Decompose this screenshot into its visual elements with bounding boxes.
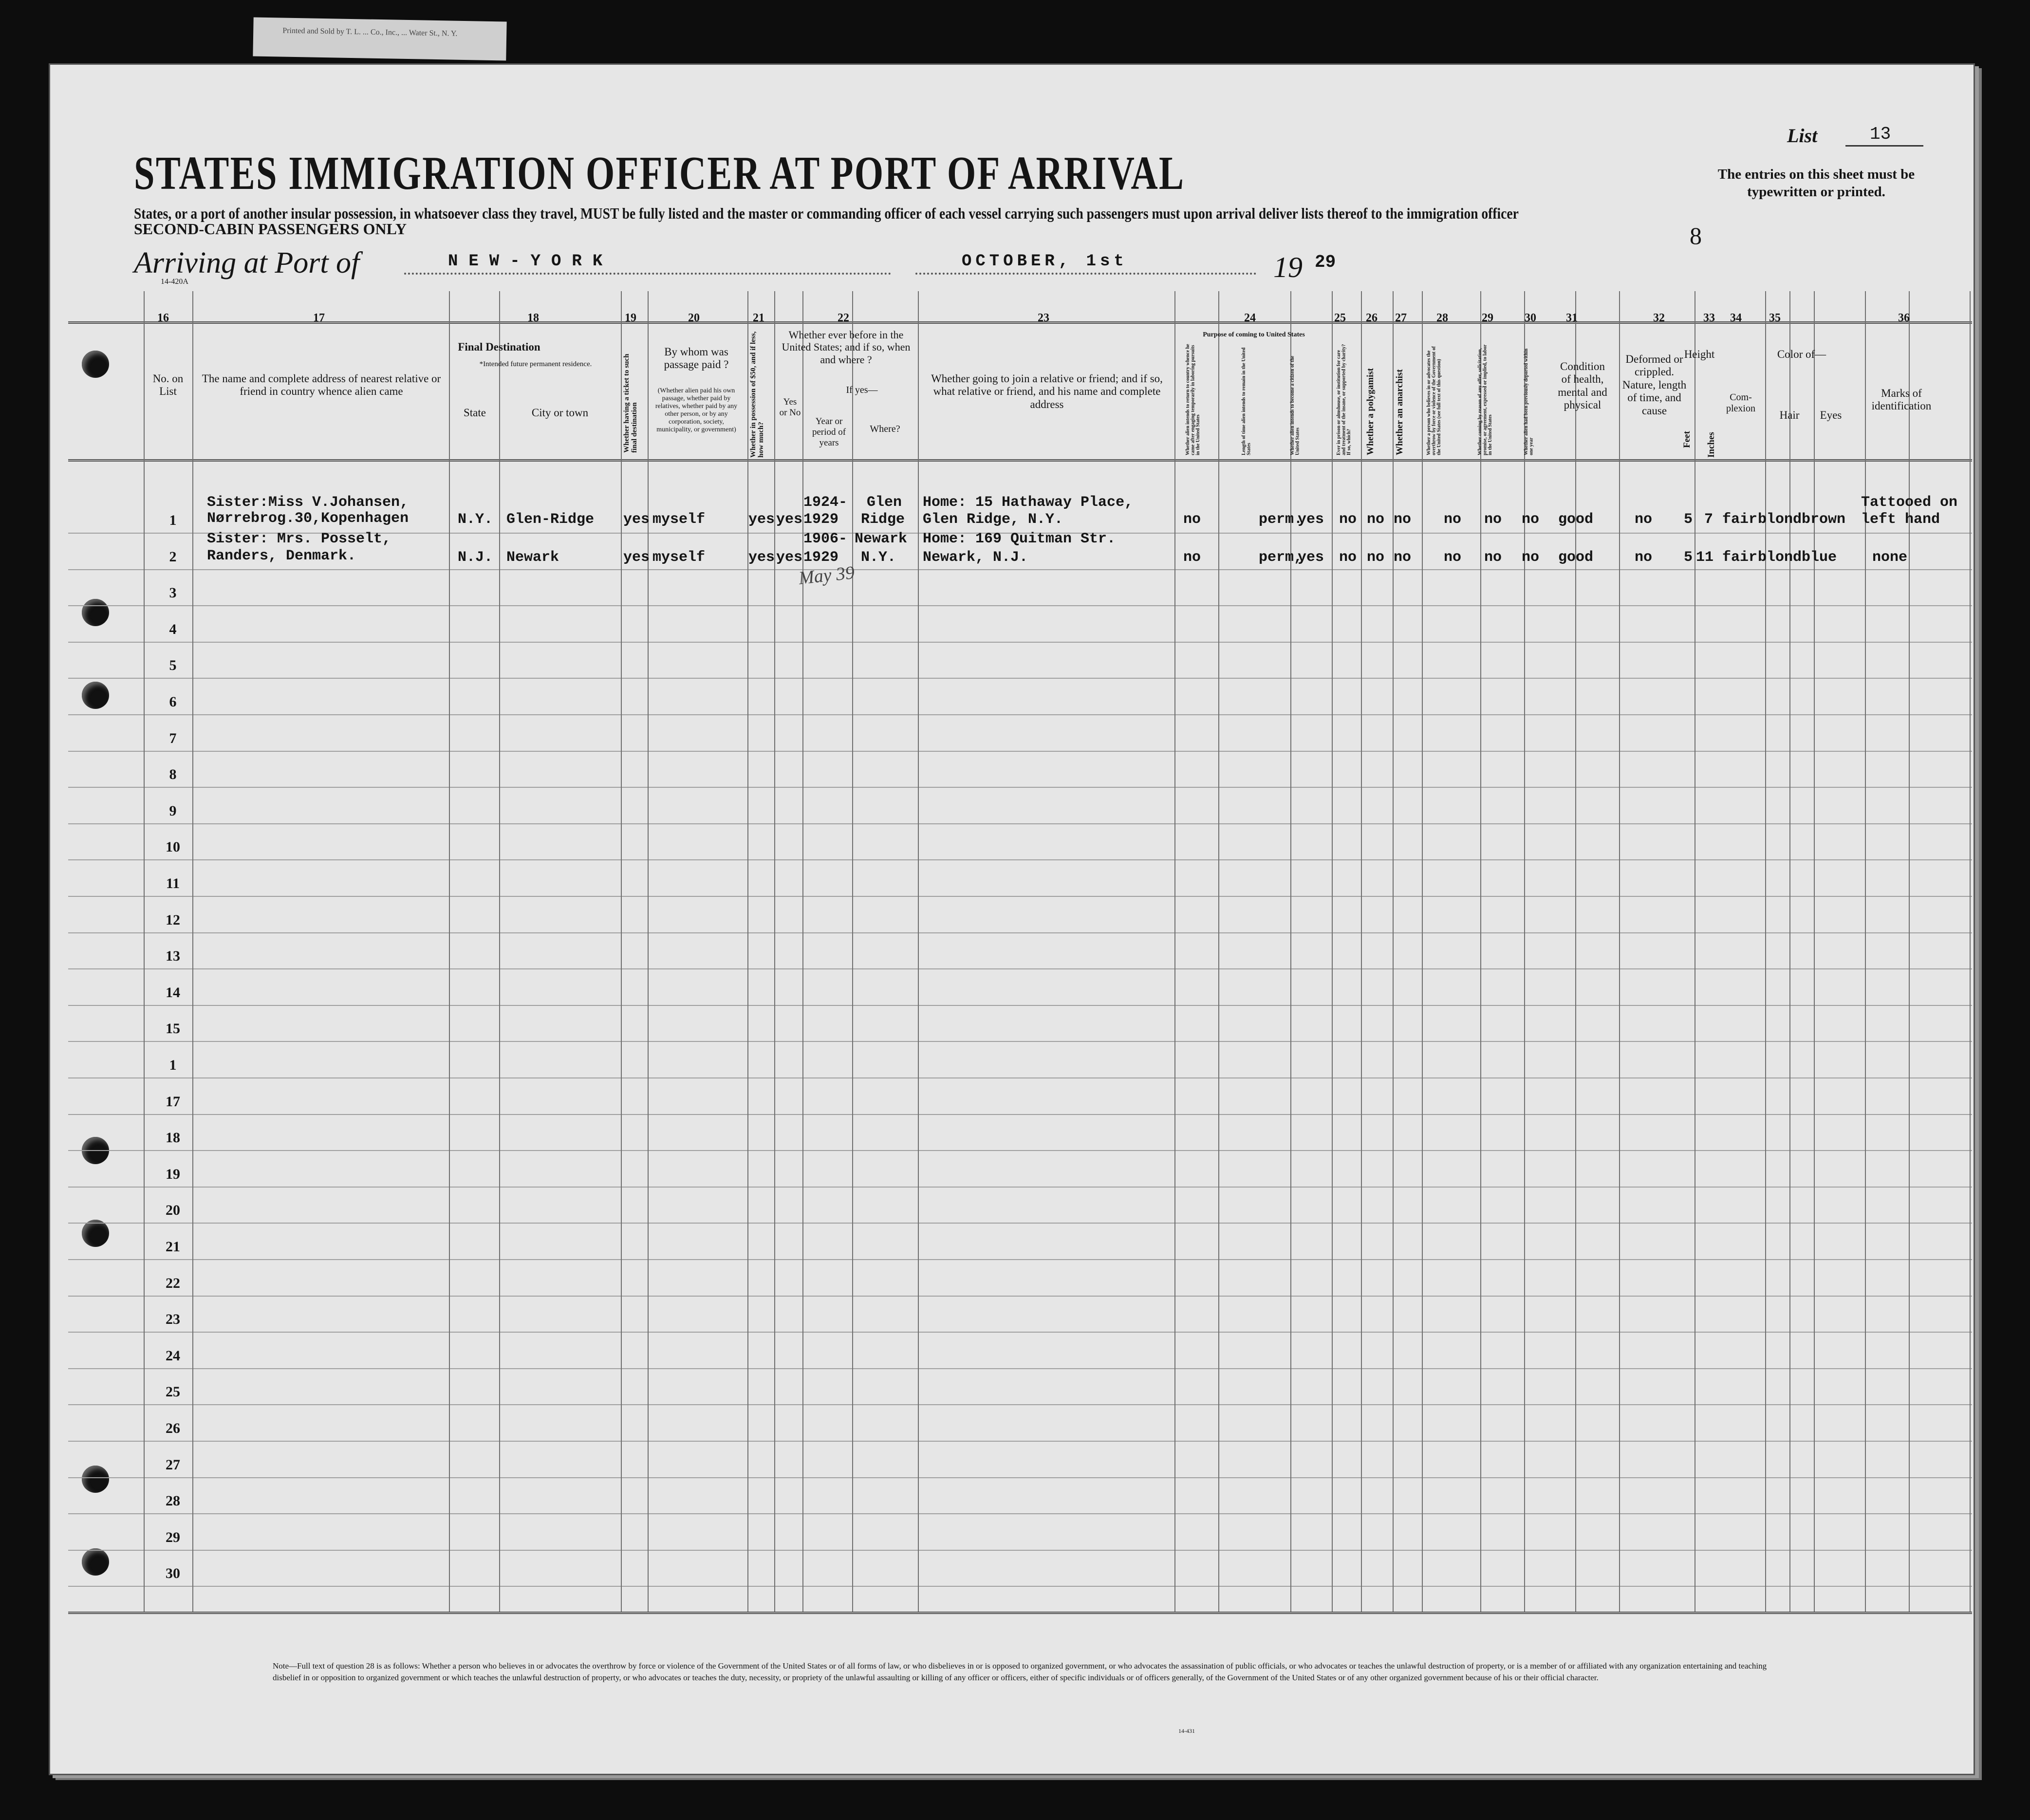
row1-health: good xyxy=(1558,511,1594,528)
row-rule xyxy=(68,1332,1972,1333)
column-number: 32 xyxy=(1653,312,1665,324)
row1-join-line1: Home: 15 Hathaway Place, xyxy=(923,494,1134,511)
row1-complexion: fair xyxy=(1722,511,1758,528)
header-feet: Feet xyxy=(1682,431,1692,448)
header-passage-note: (Whether alien paid his own passage, whether paid by relatives, whether paid by any other person, or by any corporation, society, municipality, or government) xyxy=(655,387,738,434)
header-possession: Whether in possession of $50, and if less, how much? xyxy=(749,331,765,458)
col-rule xyxy=(1393,291,1394,1612)
column-number: 21 xyxy=(753,312,764,324)
row1-relative-line2: Nørrebrog.30,Kopenhagen xyxy=(207,510,409,527)
col-rule xyxy=(1575,291,1576,1612)
row2-relative-line2: Randers, Denmark. xyxy=(207,548,356,564)
port-line xyxy=(404,273,891,275)
column-number: 26 xyxy=(1366,312,1378,324)
col-rule xyxy=(1970,291,1971,1612)
manifest-table xyxy=(68,291,1972,1612)
row-rule xyxy=(68,642,1972,643)
header-deformed: Deformed or crippled. Nature, length of time, and cause xyxy=(1622,353,1687,417)
column-number: 19 xyxy=(625,312,636,324)
row1-marks-line2: left hand xyxy=(1861,511,1940,528)
header-anarchist: Whether an anarchist xyxy=(1395,369,1405,455)
row1-return: no xyxy=(1183,511,1201,528)
col-rule xyxy=(747,291,748,1612)
header-purpose-return: Whether alien intends to return to country whence he came after engaging temporarily in laboring pursuits in the United States xyxy=(1185,344,1201,455)
row-number: 13 xyxy=(166,948,180,965)
header-eyes: Eyes xyxy=(1820,409,1842,421)
row-number: 8 xyxy=(169,766,177,783)
header-where: Where? xyxy=(870,424,900,434)
row-number: 9 xyxy=(169,802,177,819)
row2-inches: 11 xyxy=(1696,549,1714,566)
header-inches: Inches xyxy=(1706,432,1716,458)
row-rule xyxy=(68,896,1972,897)
header-purpose-length: Length of time alien intends to remain in the United States xyxy=(1241,347,1252,455)
list-label: List xyxy=(1787,125,1818,147)
row2-paid-by: myself xyxy=(652,549,706,566)
row2-c27: no xyxy=(1394,549,1412,566)
table-rule xyxy=(68,1612,1972,1614)
header-labor-offer: Whether coming by reason of any offer, solicitation, promise, or agreement, expressed or implied, to labor in the United States xyxy=(1477,344,1493,455)
arrival-date: OCTOBER, 1st xyxy=(962,252,1128,271)
header-deported: Whether alien had been previously deported within one year xyxy=(1524,348,1534,455)
row-number: 25 xyxy=(166,1384,180,1400)
row2-possession: yes xyxy=(748,549,775,566)
year-prefix: 19 xyxy=(1273,251,1303,283)
row2-eyes: blue xyxy=(1802,549,1837,566)
row1-c26: no xyxy=(1367,511,1385,528)
row-rule xyxy=(68,1477,1972,1478)
row-number: 11 xyxy=(166,875,180,891)
row-rule xyxy=(68,1296,1972,1297)
row-rule xyxy=(68,1223,1972,1224)
col-rule xyxy=(1619,291,1620,1612)
row-rule xyxy=(68,1586,1972,1587)
row1-ticket: yes xyxy=(623,511,650,528)
row2-ever-before: yes xyxy=(776,549,803,566)
row1-state: N.Y. xyxy=(458,511,493,528)
col-rule xyxy=(1361,291,1362,1612)
row-number: 22 xyxy=(166,1275,180,1291)
header-q28: Whether a person who believes in or advocates the overthrow by force or violence of the Government of the United States (see full text of this question) xyxy=(1426,346,1442,455)
header-ever-before: Whether ever before in the United States; and if so, when and where ? xyxy=(782,329,911,366)
row1-ever-before: yes xyxy=(776,511,803,528)
col-rule xyxy=(1422,291,1423,1612)
row-rule xyxy=(68,678,1972,679)
column-number: 17 xyxy=(313,312,325,324)
row1-possession: yes xyxy=(748,511,775,528)
row2-where-line1: Newark xyxy=(855,531,908,547)
header-marks: Marks of identification xyxy=(1871,387,1932,412)
column-number: 23 xyxy=(1038,312,1049,324)
col-rule xyxy=(1814,291,1815,1612)
row1-c29: no xyxy=(1484,511,1502,528)
row2-c26: no xyxy=(1367,549,1385,566)
row2-c29: no xyxy=(1484,549,1502,566)
row-number: 6 xyxy=(169,694,177,710)
header-nearest-relative: The name and complete address of nearest relative or friend in country whence alien came xyxy=(202,372,441,398)
col-rule xyxy=(449,291,450,1612)
class-line: SECOND-CABIN PASSENGERS ONLY xyxy=(134,220,407,238)
row-number: 30 xyxy=(166,1565,180,1582)
col-rule xyxy=(1332,291,1333,1612)
row-rule xyxy=(68,1404,1972,1405)
row1-inches: 7 xyxy=(1704,511,1713,528)
row-rule xyxy=(68,1150,1972,1151)
row-rule xyxy=(68,1077,1972,1078)
row1-where-line2: Ridge xyxy=(861,511,905,528)
column-number: 35 xyxy=(1769,312,1781,324)
header-state: State xyxy=(464,407,486,419)
row2-city: Newark xyxy=(506,549,559,566)
row-number: 18 xyxy=(166,1130,180,1146)
row-rule xyxy=(68,1005,1972,1006)
row-rule xyxy=(68,751,1972,752)
col-rule xyxy=(1290,291,1291,1612)
row1-citizen: yes xyxy=(1298,511,1324,528)
row2-join-line2: Newark, N.J. xyxy=(923,549,1028,566)
page-title: STATES IMMIGRATION OFFICER AT PORT OF ARRIVAL xyxy=(134,147,1185,200)
header-ticket: Whether having a ticket to such final destination xyxy=(623,353,638,453)
header-health: Condition of health, mental and physical xyxy=(1558,360,1607,411)
row-rule xyxy=(68,1513,1972,1514)
row2-health: good xyxy=(1558,549,1594,566)
column-number: 34 xyxy=(1730,312,1742,324)
col-rule xyxy=(499,291,500,1612)
col-rule xyxy=(1174,291,1175,1612)
row2-complexion: fair xyxy=(1722,549,1758,566)
row-number: 15 xyxy=(166,1021,180,1037)
row1-c27: no xyxy=(1394,511,1412,528)
instruction-text: States, or a port of another insular possession, in whatsoever class they travel, MUST be fully listed and the master or commanding officer of each vessel carrying such passengers must upon arrival deliver lists thereof to the immigration officer xyxy=(134,204,1519,222)
col-rule xyxy=(1218,291,1219,1612)
row1-c25: no xyxy=(1339,511,1357,528)
row1-marks-line1: Tattooed on xyxy=(1861,494,1958,511)
header-yes-no: Yes or No xyxy=(779,397,801,418)
header-join-relative: Whether going to join a relative or friend; and if so, what relative or friend, and his name and complete address xyxy=(931,372,1163,410)
row-number: 1 xyxy=(169,1057,177,1073)
row-number: 27 xyxy=(166,1456,180,1473)
row2-relative-line1: Sister: Mrs. Posselt, xyxy=(207,531,391,547)
date-line xyxy=(915,273,1256,275)
row-number: 5 xyxy=(169,657,177,674)
column-number: 20 xyxy=(688,312,700,324)
column-number: 25 xyxy=(1334,312,1346,324)
header-city: City or town xyxy=(531,407,589,419)
entries-note: The entries on this sheet must be typewritten or printed. xyxy=(1717,167,1915,200)
row2-where-line2: N.Y. xyxy=(861,549,896,566)
col-rule xyxy=(1765,291,1766,1612)
column-number: 31 xyxy=(1566,312,1578,324)
port-name: NEW-YORK xyxy=(448,252,614,271)
row-rule xyxy=(68,1114,1972,1115)
row-rule xyxy=(68,605,1972,606)
row-rule xyxy=(68,932,1972,933)
header-polygamist: Whether a polygamist xyxy=(1365,368,1376,455)
col-rule xyxy=(1909,291,1910,1612)
handwritten-annotation: May 39 xyxy=(798,562,856,589)
row2-years-line1: 1906- xyxy=(803,531,848,547)
header-height: Height xyxy=(1684,348,1715,360)
printer-tab-text: Printed and Sold by T. L. ... Co., Inc., ... Water St., N. Y. xyxy=(282,26,458,38)
row-number: 4 xyxy=(169,621,177,637)
row-number: 12 xyxy=(166,911,180,928)
row-rule xyxy=(68,787,1972,788)
form-number-top: 14-420A xyxy=(161,278,188,286)
row-rule xyxy=(68,1550,1972,1551)
column-number: 33 xyxy=(1703,312,1715,324)
row-number: 20 xyxy=(166,1202,180,1219)
row2-join-line1: Home: 169 Quitman Str. xyxy=(923,531,1116,547)
row1-city: Glen-Ridge xyxy=(506,511,595,528)
header-purpose: Purpose of coming to United States xyxy=(1203,331,1305,338)
header-destination-note: *Intended future permanent residence. xyxy=(479,360,592,368)
row2-years-line2: 1929 xyxy=(803,549,839,566)
sheet-mark: 8 xyxy=(1690,222,1702,249)
column-number: 24 xyxy=(1244,312,1256,324)
row-rule xyxy=(68,1187,1972,1188)
row-rule xyxy=(68,1368,1972,1369)
col-rule xyxy=(621,291,622,1612)
row-rule xyxy=(68,569,1972,570)
row1-length: perm. xyxy=(1259,511,1303,528)
column-number: 28 xyxy=(1436,312,1448,324)
col-rule xyxy=(1480,291,1481,1612)
row-rule xyxy=(68,1259,1972,1260)
row1-eyes: brown xyxy=(1802,511,1846,528)
column-number: 16 xyxy=(157,312,169,324)
row-number: 7 xyxy=(169,730,177,746)
col-rule xyxy=(774,291,775,1612)
row-number: 17 xyxy=(166,1093,180,1110)
row-rule xyxy=(68,714,1972,715)
row-number: 21 xyxy=(166,1239,180,1255)
arriving-label: Arriving at Port of xyxy=(134,246,360,279)
col-rule xyxy=(852,291,853,1612)
row-number: 10 xyxy=(166,839,180,855)
row-number: 23 xyxy=(166,1311,180,1328)
header-hair: Hair xyxy=(1779,409,1800,421)
col-rule xyxy=(1789,291,1790,1612)
row2-ticket: yes xyxy=(623,549,650,566)
footer-note: Note—Full text of question 28 is as follows: Whether a person who believes in or advocates the overthrow by force or violence of the Government of the United States or of all forms of law, or who disbelieves in or is opposed to organized government, or who advocates the assassination of public officials, or who advocates or teaches the unlawful destruction of property, or is a member of or affiliated with any organization entertaining and teaching disbelief in or opposition to organized government or which teaches the unlawful destruction of property, or who advocates or teaches the duty, necessity, or propriety of the unlawful assaulting or killing of any officer or officers, either of specific individuals or of officers generally, of the Government of the United States or of any other organized government because of his or their official character. xyxy=(273,1661,1767,1683)
year-suffix: 29 xyxy=(1315,252,1336,272)
row-rule xyxy=(68,968,1972,969)
list-number-underline xyxy=(1845,145,1923,147)
header-color-of: Color of— xyxy=(1777,348,1826,360)
header-year-period: Year or period of years xyxy=(812,416,846,448)
header-if-yes: If yes— xyxy=(846,385,878,395)
row-number: 1 xyxy=(169,512,177,528)
row2-c25: no xyxy=(1339,549,1357,566)
row-number: 19 xyxy=(166,1166,180,1182)
footer-form-number: 14-431 xyxy=(1178,1727,1195,1734)
row1-years-line2: 1929 xyxy=(803,511,839,528)
row2-c28: no xyxy=(1444,549,1462,566)
row1-hair: blond xyxy=(1758,511,1802,528)
col-rule xyxy=(1524,291,1525,1612)
table-rule xyxy=(68,459,1972,462)
column-number: 27 xyxy=(1395,312,1407,324)
row-rule xyxy=(68,1441,1972,1442)
row-number: 28 xyxy=(166,1493,180,1509)
col-rule xyxy=(648,291,649,1612)
column-number: 36 xyxy=(1898,312,1910,324)
row1-c30: no xyxy=(1522,511,1540,528)
row-number: 26 xyxy=(166,1420,180,1436)
column-number: 30 xyxy=(1525,312,1536,324)
row1-where-line1: Glen xyxy=(867,494,902,511)
table-rule xyxy=(68,321,1972,324)
header-prison: Ever in prison or almshouse, or institution for care and treatment of the insane, or supported by charity? If so, which? xyxy=(1336,344,1352,455)
printer-tab xyxy=(253,17,506,60)
row2-c30: no xyxy=(1522,549,1540,566)
column-number: 22 xyxy=(838,312,849,324)
row2-citizen: yes xyxy=(1298,549,1324,566)
row1-deformed: no xyxy=(1635,511,1653,528)
col-rule xyxy=(192,291,193,1612)
row2-return: no xyxy=(1183,549,1201,566)
row-number: 24 xyxy=(166,1347,180,1364)
col-rule xyxy=(918,291,919,1612)
row-number: 3 xyxy=(169,585,177,601)
row-rule xyxy=(68,823,1972,824)
row1-c28: no xyxy=(1444,511,1462,528)
list-number: 13 xyxy=(1870,124,1891,144)
column-number: 18 xyxy=(527,312,539,324)
header-purpose-citizen: Whether alien intends to become a citizen of the United States xyxy=(1290,355,1301,455)
row-number: 29 xyxy=(166,1529,180,1545)
row1-paid-by: myself xyxy=(652,511,706,528)
column-number: 29 xyxy=(1482,312,1493,324)
header-complexion: Com-plexion xyxy=(1726,392,1755,414)
header-no-on-list: No. on List xyxy=(152,372,184,398)
row1-feet: 5 xyxy=(1684,511,1693,528)
row-number: 14 xyxy=(166,984,180,1001)
col-rule xyxy=(802,291,803,1612)
col-rule xyxy=(144,291,145,1612)
row2-deformed: no xyxy=(1635,549,1653,566)
header-final-destination: Final Destination xyxy=(458,341,540,353)
row2-state: N.J. xyxy=(458,549,493,566)
header-passage-paid: By whom was passage paid ? xyxy=(664,346,729,371)
row1-join-line2: Glen Ridge, N.Y. xyxy=(923,511,1063,528)
row2-feet: 5 xyxy=(1684,549,1693,566)
row2-length: perm, xyxy=(1259,549,1303,566)
row-number: 2 xyxy=(169,548,177,565)
row2-marks-line1: none xyxy=(1872,549,1908,566)
row1-relative-line1: Sister:Miss V.Johansen, xyxy=(207,494,409,511)
row2-hair: blond xyxy=(1758,549,1802,566)
col-rule xyxy=(1865,291,1866,1612)
row-rule xyxy=(68,1041,1972,1042)
row-rule xyxy=(68,859,1972,860)
row1-years-line1: 1924- xyxy=(803,494,848,511)
